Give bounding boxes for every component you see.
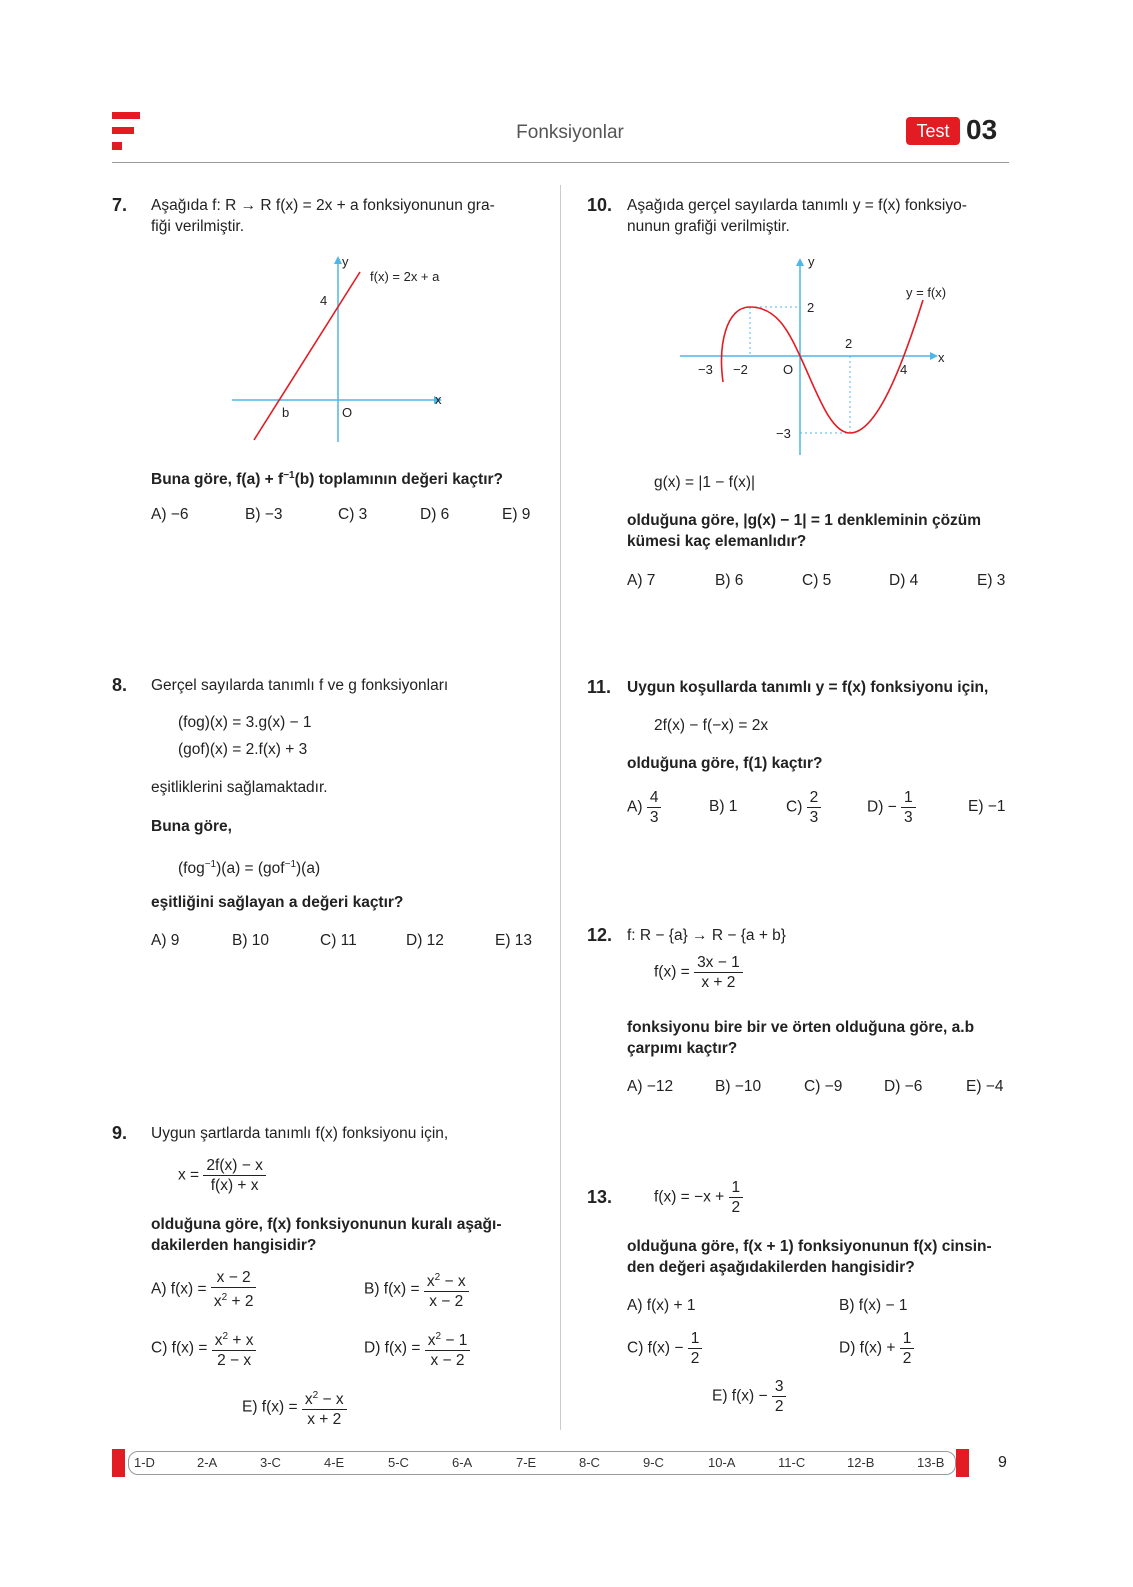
q11-option-b[interactable]: B) 1 (709, 798, 738, 815)
q10-stem-line2: nunun grafiği verilmiştir. (627, 218, 790, 235)
test-badge: Test (906, 117, 960, 145)
q12-option-d[interactable]: D) −6 (884, 1078, 923, 1095)
q10-xm2-label: −2 (733, 362, 748, 377)
q11-equation: 2f(x) − f(−x) = 2x (654, 717, 769, 734)
q13-option-a[interactable]: A) f(x) + 1 (627, 1297, 696, 1314)
q10-question-line2: kümesi kaç elemanlıdır? (627, 533, 807, 550)
q10-xm3-label: −3 (698, 362, 713, 377)
answer-key-item: 1-D (134, 1455, 155, 1470)
q8-mid-text: eşitliklerini sağlamaktadır. (151, 779, 328, 796)
q10-number: 10. (587, 195, 613, 215)
q13-option-c[interactable]: C) f(x) − $\frac{1}{2}$ (627, 1329, 702, 1368)
answer-key-item: 8-C (579, 1455, 600, 1470)
q9-question-line1: olduğuna göre, f(x) fonksiyonunun kuralı aşağı- (151, 1216, 502, 1233)
q10-x-label: x (938, 350, 945, 365)
column-divider (560, 185, 561, 1430)
q7-stem-line1: Aşağıda f: R → R f(x) = 2x + a fonksiyonunun gra- (151, 197, 495, 214)
q7-y4-label: 4 (320, 293, 328, 308)
answer-key-item: 6-A (452, 1455, 473, 1470)
q8-option-c[interactable]: C) 11 (320, 932, 357, 949)
q9-question-line2: dakilerden hangisidir? (151, 1237, 317, 1254)
answer-key-item: 13-B (917, 1455, 945, 1470)
q7-option-c[interactable]: C) 3 (338, 506, 368, 523)
q8-stem: Gerçel sayılarda tanımlı f ve g fonksiyonları (151, 677, 449, 694)
q11-question: olduğuna göre, f(1) kaçtır? (627, 755, 823, 772)
q12-question-line1: fonksiyonu bire bir ve örten olduğuna göre, a.b (627, 1019, 975, 1036)
q8-option-e[interactable]: E) 13 (495, 932, 533, 949)
q7-option-a[interactable]: A) −6 (151, 506, 189, 523)
q7-origin-label: O (342, 405, 353, 420)
q10-func-label: y = f(x) (906, 285, 947, 300)
q7-func-label: f(x) = 2x + a (370, 269, 440, 284)
q7-graph (230, 250, 470, 450)
footer-left-block (112, 1449, 125, 1477)
q10-y-label: y (808, 254, 815, 269)
answer-key-item: 9-C (643, 1455, 664, 1470)
answer-key-bar (128, 1451, 956, 1475)
q7-question: Buna göre, $f(a) + f^{-1}(b)$ toplamının değeri kaçtır? (151, 470, 504, 489)
q11-stem: Uygun koşullarda tanımlı y = f(x) fonksiyonu için, (627, 679, 989, 696)
q10-ym3-label: −3 (776, 426, 791, 441)
q12-option-a[interactable]: A) −12 (627, 1078, 674, 1095)
q9-equation: x = $\frac{2f(x) - x}{f(x) + x}$ (178, 1156, 266, 1195)
q13-option-d[interactable]: D) f(x) + $\frac{1}{2}$ (839, 1329, 914, 1368)
q12-option-c[interactable]: C) −9 (804, 1078, 843, 1095)
q7-y-arrow (334, 256, 342, 264)
q8-number: 8. (112, 675, 128, 695)
answer-key-item: 4-E (324, 1455, 345, 1470)
q8-eq1: (fog)(x) = 3.g(x) − 1 (178, 714, 312, 731)
q12-question-line2: çarpımı kaçtır? (627, 1040, 738, 1057)
q13-question-line2: den değeri aşağıdakilerden hangisidir? (627, 1259, 915, 1276)
q10-question-line1: olduğuna göre, |g(x) − 1| = 1 denkleminin çözüm (627, 512, 982, 529)
q10-x2-label: 2 (845, 336, 853, 351)
q9-option-e[interactable]: E) f(x) = $\frac{x^2 - x}{x + 2}$ (242, 1386, 347, 1429)
q9-number: 9. (112, 1123, 128, 1143)
q11-number: 11. (587, 677, 612, 697)
q9-option-d[interactable]: D) f(x) = $\frac{x^2 - 1}{x - 2}$ (364, 1327, 470, 1370)
page-number: 9 (998, 1454, 1007, 1471)
q10-option-d[interactable]: D) 4 (889, 572, 919, 589)
q11-option-d[interactable]: D) − $\frac{1}{3}$ (867, 788, 916, 827)
page-title: Fonksiyonlar (516, 122, 624, 143)
q13-number: 13. (587, 1187, 613, 1207)
q12-stem: f: R − {a} → R − {a + b} (627, 927, 786, 944)
q10-x-arrow (930, 352, 938, 360)
q13-option-e[interactable]: E) f(x) − $\frac{3}{2}$ (712, 1377, 786, 1416)
q12-option-e[interactable]: E) −4 (966, 1078, 1004, 1095)
answer-key-item: 5-C (388, 1455, 409, 1470)
q10-y2-label: 2 (807, 300, 815, 315)
q8-eq2: (gof)(x) = 2.f(x) + 3 (178, 741, 308, 758)
q13-equation: f(x) = −x + $\frac{1}{2}$ (654, 1178, 743, 1217)
q10-option-b[interactable]: B) 6 (715, 572, 744, 589)
header-divider (112, 162, 1009, 163)
answer-key-item: 12-B (847, 1455, 875, 1470)
q10-option-e[interactable]: E) 3 (977, 572, 1006, 589)
q10-g-definition: g(x) = |1 − f(x)| (654, 474, 756, 491)
q10-y-arrow (796, 258, 804, 266)
q13-option-b[interactable]: B) f(x) − 1 (839, 1297, 908, 1314)
q7-number: 7. (112, 195, 128, 215)
q7-x-label: x (435, 392, 442, 407)
answer-key-item: 11-C (778, 1455, 806, 1470)
q11-option-e[interactable]: E) −1 (968, 798, 1006, 815)
q8-question: eşitliğini sağlayan a değeri kaçtır? (151, 894, 404, 911)
q7-stem-line2: fiği verilmiştir. (151, 218, 245, 235)
q11-option-a[interactable]: A) $\frac{4}{3}$ (627, 788, 661, 827)
q10-x4-label: 4 (900, 362, 908, 377)
q13-question-line1: olduğuna göre, f(x + 1) fonksiyonunun f(x) cinsin- (627, 1238, 992, 1255)
q10-origin-label: O (783, 362, 794, 377)
q8-buna: Buna göre, (151, 818, 232, 835)
q12-option-b[interactable]: B) −10 (715, 1078, 762, 1095)
q10-curve (722, 300, 923, 433)
q12-equation: f(x) = $\frac{3x - 1}{x + 2}$ (654, 953, 743, 992)
q10-option-c[interactable]: C) 5 (802, 572, 832, 589)
q8-option-a[interactable]: A) 9 (151, 932, 180, 949)
q10-stem-line1: Aşağıda gerçel sayılarda tanımlı y = f(x) fonksiyo- (627, 197, 967, 214)
q8-eq3: (fog$^{-1}$)(a) = (gof$^{-1}$)(a) (178, 859, 321, 878)
answer-key-item: 7-E (516, 1455, 537, 1470)
q9-option-c[interactable]: C) f(x) = $\frac{x^2 + x}{2 - x}$ (151, 1327, 256, 1370)
q7-option-d[interactable]: D) 6 (420, 506, 450, 523)
q7-y-label: y (342, 254, 349, 269)
q9-stem: Uygun şartlarda tanımlı f(x) fonksiyonu için, (151, 1125, 449, 1142)
q7-option-e[interactable]: E) 9 (502, 506, 531, 523)
footer-right-block (956, 1449, 969, 1477)
q8-option-b[interactable]: B) 10 (232, 932, 270, 949)
q12-number: 12. (587, 925, 613, 945)
q9-option-b[interactable]: B) f(x) = $\frac{x^2 - x}{x - 2}$ (364, 1268, 469, 1311)
q9-option-a[interactable]: A) f(x) = $\frac{x - 2}{x^2 + 2}$ (151, 1268, 256, 1311)
answer-key-item: 2-A (197, 1455, 218, 1470)
q10-option-a[interactable]: A) 7 (627, 572, 656, 589)
answer-key-item: 10-A (708, 1455, 736, 1470)
q7-option-b[interactable]: B) −3 (245, 506, 283, 523)
answer-key-item: 3-C (260, 1455, 281, 1470)
q10-graph (676, 250, 966, 465)
q7-b-label: b (282, 405, 290, 420)
q11-option-c[interactable]: C) $\frac{2}{3}$ (786, 788, 821, 827)
test-number: 03 (966, 114, 998, 145)
q8-option-d[interactable]: D) 12 (406, 932, 444, 949)
